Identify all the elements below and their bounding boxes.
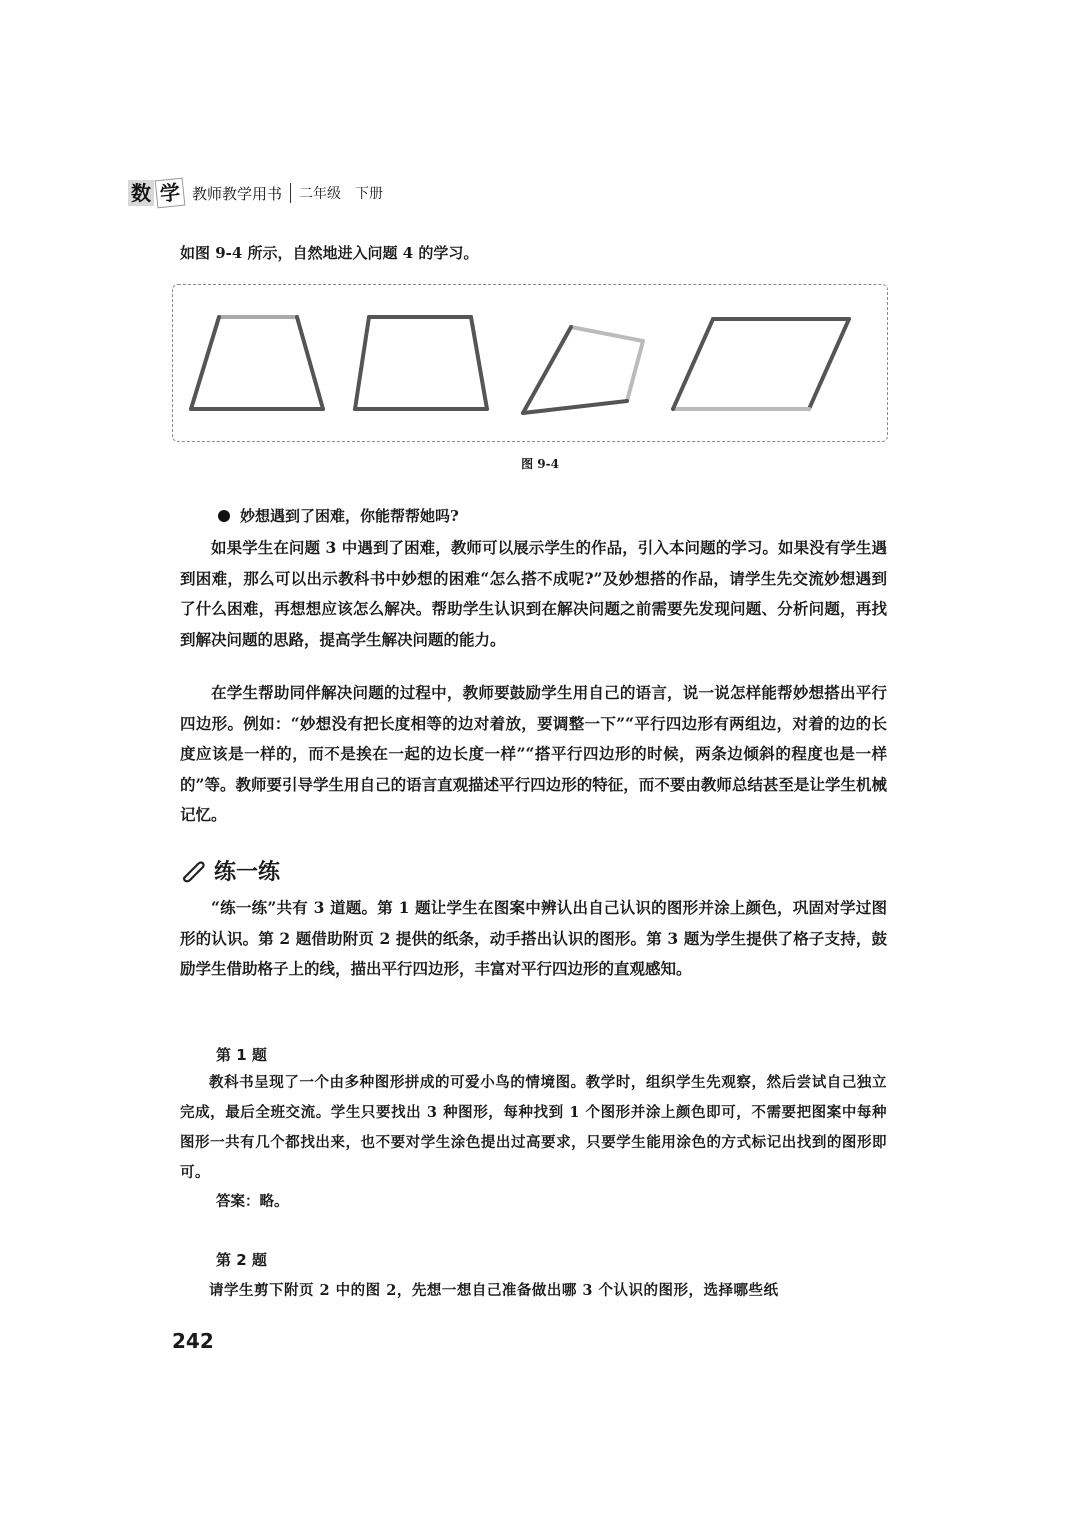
bullet-dot-icon: [218, 510, 230, 522]
volume-label: 下册: [355, 186, 384, 202]
page-number: 242: [172, 1329, 214, 1353]
question-2-title: 第 2 题: [216, 1251, 267, 1269]
paragraph-2: 在学生帮助同伴解决问题的过程中，教师要鼓励学生用自己的语言，说一说怎样能帮妙想搭出平行四边形。例如：“妙想没有把长度相等的边对着放，要调整一下”“平行四边形有两组边，对着的边的长度应该是一样的，而不是挨在一起的边长度一样”“搭平行四边形的时候，两条边倾斜的程度也是一样的”等。教师要引导学生用自己的语言直观描述平行四边形的特征，而不要由教师总结甚至是让学生机械记忆。: [180, 683, 887, 824]
figure-caption: 图 9-4: [521, 457, 559, 471]
header-divider: [290, 183, 291, 203]
book-logo: [128, 179, 186, 207]
page-header: [128, 176, 383, 210]
book-title: 教师教学用书: [192, 184, 283, 203]
paragraph-1: 如果学生在问题 3 中遇到了困难，教师可以展示学生的作品，引入本问题的学习。如果没有学生遇到困难，那么可以出示教科书中妙想的困难“怎么搭不成呢?”及妙想搭的作品，请学生先交流妙想遇到了什么困难，再想想应该怎么解决。帮助学生认识到在解决问题之前需要先发现问题、分析问题，再找到解决问题的思路，提高学生解决问题的能力。: [180, 538, 887, 649]
shape-trapezoid-2: [355, 317, 487, 409]
question-1-title: 第 1 题: [216, 1046, 267, 1064]
logo-char-xue: 学: [155, 178, 186, 209]
figure-shapes: [173, 285, 889, 443]
figure-9-4: [172, 284, 888, 442]
question-2-text: 请学生剪下附页 2 中的图 2，先想一想自己准备做出哪 3 个认识的图形，选择哪些纸: [209, 1282, 779, 1299]
shape-quadrilateral: [523, 327, 643, 413]
bullet-heading: [218, 505, 459, 526]
practice-section-title: [178, 855, 280, 886]
shape-trapezoid-1: [191, 317, 323, 409]
practice-title-text: 练一练: [214, 860, 281, 885]
question-1-text: 教科书呈现了一个由多种图形拼成的可爱小鸟的情境图。教学时，组织学生先观察，然后尝试自己独立完成，最后全班交流。学生只要找出 3 种图形，每种找到 1 个图形并涂上颜色即可，不需要把图案中每种图形一共有几个都找出来，也不要对学生涂色提出过高要求，只要学生能用涂色的方式标记出找到的图形即可。: [180, 1074, 887, 1181]
shape-parallelogram: [673, 319, 849, 409]
logo-char-shu: 数: [128, 180, 154, 206]
paperclip-icon: [178, 858, 208, 884]
practice-intro: “练一练”共有 3 道题。第 1 题让学生在图案中辨认出自己认识的图形并涂上颜色，巩固对学过图形的认识。第 2 题借助附页 2 提供的纸条，动手搭出认识的图形。第 3 题为学生提供了格子支持，鼓励学生借助格子上的线，描出平行四边形，丰富对平行四边形的直观感知。: [180, 898, 887, 978]
grade-label: 二年级: [299, 186, 342, 202]
question-1-answer: 答案：略。: [216, 1193, 289, 1210]
intro-text: 如图 9-4 所示，自然地进入问题 4 的学习。: [180, 244, 479, 262]
bullet-heading-text: 妙想遇到了困难，你能帮帮她吗?: [240, 507, 459, 525]
